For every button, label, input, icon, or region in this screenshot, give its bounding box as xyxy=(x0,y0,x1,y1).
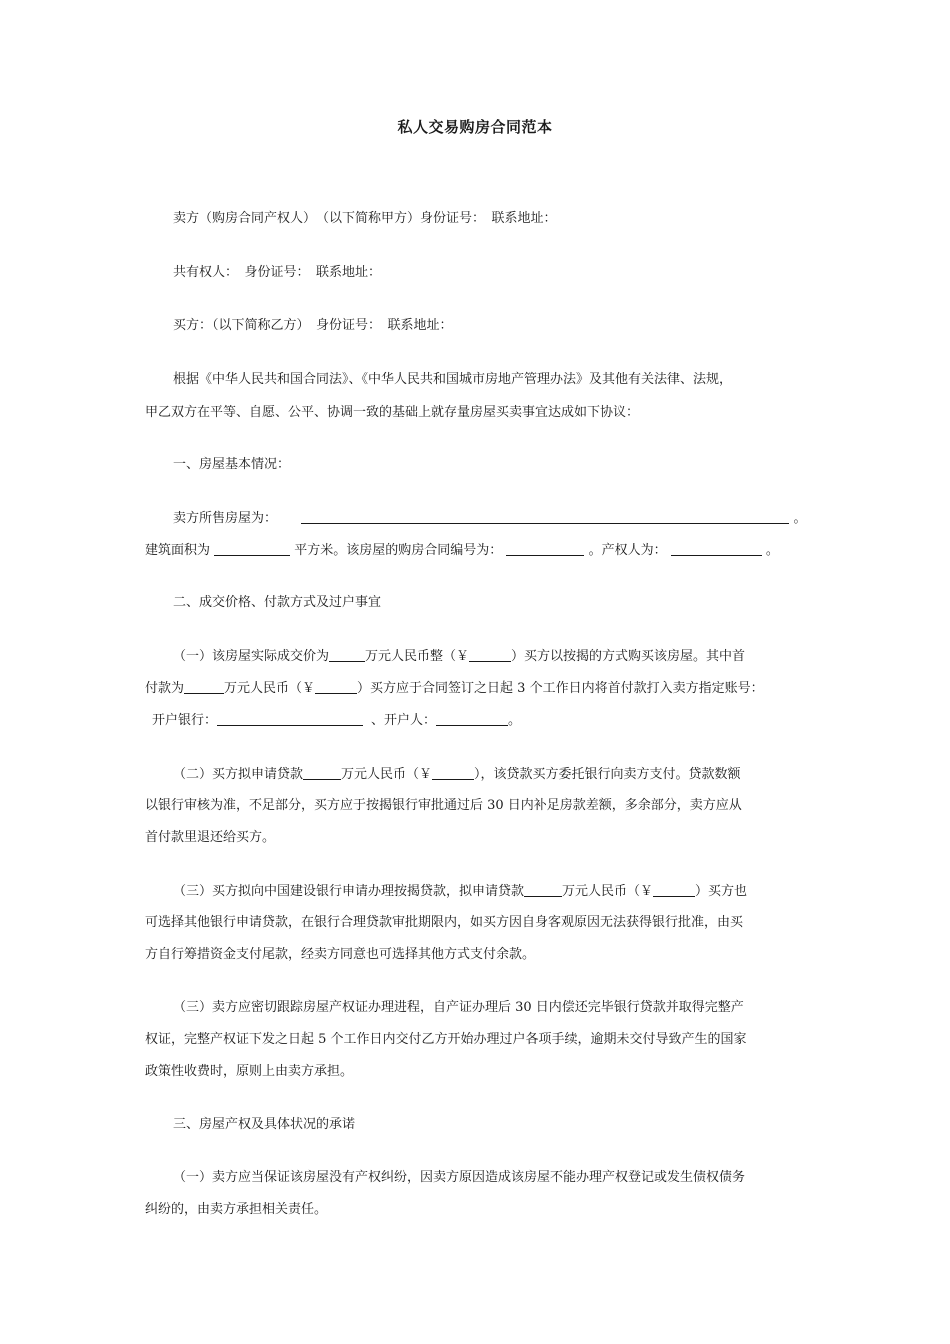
section2-heading: 二、成交价格、付款方式及过户事宜 xyxy=(173,595,382,610)
down-payment-blank xyxy=(184,679,224,694)
seller-info-line: 卖方（购房合同产权人） （以下简称甲方）身份证号： 联系地址： xyxy=(173,211,557,226)
down-payment-yuan-blank xyxy=(315,679,357,694)
bank-label: 开户银行： xyxy=(152,713,218,728)
contract-number-blank xyxy=(506,541,584,556)
ccb-loan-blank xyxy=(524,882,562,897)
area-label: 建筑面积为 xyxy=(145,543,211,558)
account-holder-blank xyxy=(436,711,508,726)
s2-p2-line-1 xyxy=(173,765,741,784)
s2-p1-text-e: 万元人民币（￥ xyxy=(224,681,316,696)
s2-p3-text-c: ）买方也 xyxy=(695,884,748,899)
s3-p1-line-2: 纠纷的，由卖方承担相关责任。 xyxy=(145,1202,328,1217)
house-location-blank xyxy=(301,509,789,524)
loan-amount-blank xyxy=(303,765,341,780)
section1-heading: 一、房屋基本情况： xyxy=(173,457,291,472)
co-owner-info-line: 共有权人： 身份证号： 联系地址： xyxy=(173,265,382,280)
s2-p3-line-1 xyxy=(173,882,747,901)
s2-p1-text-d: 付款为 xyxy=(145,681,185,696)
preamble-line-1: 根据《中华人民共和国合同法》、《中华人民共和国城市房地产管理办法》及其他有关法律、法规， xyxy=(173,372,733,387)
s2-p1-text-c: ）买方以按揭的方式购买该房屋。其中首 xyxy=(511,649,746,664)
account-holder-label: 、开户人： xyxy=(371,713,437,728)
price-yuan-blank xyxy=(469,647,511,662)
area-line xyxy=(145,541,779,560)
s2-p1-text-i: 。 xyxy=(508,713,522,728)
s2-p3-text-b: 万元人民币（￥ xyxy=(562,884,654,899)
owner-blank xyxy=(671,541,762,556)
s2-p1-line-3 xyxy=(152,711,521,730)
s2-p1-text-b: 万元人民币整（￥ xyxy=(365,649,470,664)
s2-p4-line-3: 政策性收费时，原则上由卖方承担。 xyxy=(145,1064,354,1079)
s2-p4-line-1: （三）卖方应密切跟踪房屋产权证办理进程，自产证办理后 30 日内偿还完毕银行贷款并取得完整产 xyxy=(173,1000,744,1015)
s2-p4-line-2: 权证，完整产权证下发之日起 5 个工作日内交付乙方开始办理过户各项手续，逾期未交付导致产生的国家 xyxy=(145,1032,747,1047)
area-unit: 平方米。该房屋的购房合同编号为： xyxy=(294,543,503,558)
s3-p1-line-1: （一）卖方应当保证该房屋没有产权纠纷，因卖方原因造成该房屋不能办理产权登记或发生债权债务 xyxy=(173,1170,746,1185)
house-location-line xyxy=(173,509,806,528)
contract-number-end: 。产权人为： xyxy=(588,543,667,558)
house-location-end: 。 xyxy=(793,511,807,526)
document-title: 私人交易购房合同范本 xyxy=(397,118,553,136)
s2-p3-text-a: （三）买方拟向中国建设银行申请办理按揭贷款，拟申请贷款 xyxy=(173,884,525,899)
s2-p1-text-a: （一）该房屋实际成交价为 xyxy=(173,649,330,664)
ccb-loan-yuan-blank xyxy=(653,882,695,897)
s2-p2-line-3: 首付款里退还给买方。 xyxy=(145,830,276,845)
owner-end: 。 xyxy=(765,543,779,558)
s2-p1-line-2 xyxy=(145,679,764,698)
s2-p2-text-c: ），该贷款买方委托银行向卖方支付。贷款数额 xyxy=(474,767,741,782)
preamble-line-2: 甲乙双方在平等、自愿、公平、协调一致的基础上就存量房屋买卖事宜达成如下协议： xyxy=(145,405,640,420)
s2-p2-text-a: （二）买方拟申请贷款 xyxy=(173,767,304,782)
s2-p1-line-1 xyxy=(173,647,745,666)
s2-p3-line-2: 可选择其他银行申请贷款，在银行合理贷款审批期限内，如买方因自身客观原因无法获得银行批准，由买 xyxy=(145,915,744,930)
s2-p1-text-f: ）买方应于合同签订之日起 3 个工作日内将首付款打入卖方指定账号： xyxy=(357,681,764,696)
s2-p3-line-3: 方自行筹措资金支付尾款，经卖方同意也可选择其他方式支付余款。 xyxy=(145,947,536,962)
s2-p2-text-b: 万元人民币（￥ xyxy=(341,767,433,782)
bank-blank xyxy=(217,711,363,726)
buyer-info-line: 买方：（以下简称乙方） 身份证号： 联系地址： xyxy=(173,318,453,333)
area-blank xyxy=(214,541,290,556)
section3-heading: 三、房屋产权及具体状况的承诺 xyxy=(173,1117,356,1132)
price-blank xyxy=(329,647,365,662)
s2-p2-line-2: 以银行审核为准，不足部分，买方应于按揭银行审批通过后 30 日内补足房款差额，多余部分，卖方应从 xyxy=(145,798,742,813)
house-location-label: 卖方所售房屋为： xyxy=(173,511,278,526)
loan-yuan-blank xyxy=(432,765,474,780)
